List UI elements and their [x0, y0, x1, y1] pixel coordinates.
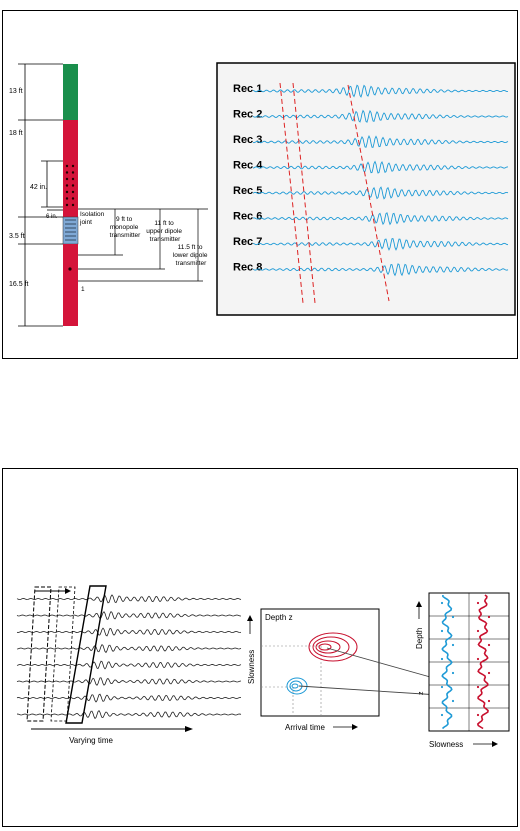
lower-dipole-label: 11.5 ft to lower dipole transmitter [172, 244, 208, 267]
array-waveform [17, 612, 241, 620]
receiver-dot [72, 197, 74, 199]
compressional-log-curve-point [452, 672, 454, 674]
sliding-window-solid [66, 586, 106, 723]
array-waveform [17, 661, 241, 669]
transmitter-dot [68, 267, 71, 270]
receiver-dot [66, 171, 68, 173]
arrival-arrow-head [352, 724, 358, 730]
receiver-label: Rec 2 [233, 108, 263, 121]
spacing-6in-label: 6 in. [46, 214, 58, 220]
receiver-dot [72, 171, 74, 173]
section-label-1: 13 ft [9, 88, 23, 95]
waveform-array [17, 595, 241, 719]
stc-processing-panel [2, 468, 518, 827]
receiver-dot [72, 165, 74, 167]
shear-log-curve-point [477, 714, 479, 716]
section-label-2: 18 ft [9, 130, 23, 137]
tool-diagram-panel [2, 10, 518, 359]
time-axis-arrow [185, 726, 193, 732]
compressional-log-curve-point [441, 686, 443, 688]
receiver-label: Rec 8 [233, 261, 263, 274]
receiver-label: Rec 3 [233, 134, 263, 146]
varying-time-label: Varying time [69, 736, 113, 745]
receiver-label: Rec 7 [233, 236, 263, 248]
coherence-plot [261, 609, 379, 716]
shear-log-curve-point [477, 686, 479, 688]
compressional-log-curve-point [441, 658, 443, 660]
shear-log-curve-point [477, 658, 479, 660]
receiver-label: Rec 5 [233, 185, 263, 197]
array-waveform [17, 678, 241, 685]
receiver-dot [66, 165, 68, 167]
depth-z-label: Depth z [265, 613, 293, 622]
log-slowness-arrow-head [492, 741, 498, 747]
array-waveform [17, 694, 241, 702]
receiver-dot [66, 204, 68, 206]
sliding-window-dashed-2 [51, 587, 75, 721]
receiver-label: Rec 1 [233, 83, 263, 95]
receiver-label: Rec 4 [233, 159, 263, 172]
arrival-time-label: Arrival time [285, 723, 326, 732]
slowness-axis-label: Slowness [247, 649, 256, 684]
shear-log-curve-point [477, 602, 479, 604]
receiver-dot [72, 191, 74, 193]
array-waveform [17, 645, 241, 653]
receiver-dot [72, 204, 74, 206]
array-waveform [17, 628, 241, 636]
receiver-dot [66, 191, 68, 193]
shear-log-curve-point [488, 616, 490, 618]
log-depth-label: Depth [415, 627, 424, 649]
shear-log-curve-point [477, 630, 479, 632]
array-waveform [17, 711, 241, 719]
receiver-dot [72, 184, 74, 186]
section-label-3: 3.5 ft [9, 233, 25, 240]
section-label-4: 16.5 ft [9, 281, 29, 288]
window-arrow-head [65, 588, 71, 594]
stc-processing-svg [3, 469, 517, 826]
log-slowness-label: Slowness [429, 740, 464, 749]
compressional-log-curve-point [441, 602, 443, 604]
compressional-log-curve-point [452, 616, 454, 618]
compressional-log-curve-point [452, 644, 454, 646]
receiver-dot [72, 178, 74, 180]
receiver-dot [66, 197, 68, 199]
isolation-joint-label: Isolation joint [80, 211, 105, 226]
shear-log-curve-point [488, 700, 490, 702]
slowness-arrow-head [247, 615, 253, 621]
receiver-label: Rec 6 [233, 210, 263, 223]
compressional-log-curve-point [441, 630, 443, 632]
compressional-log-curve-point [441, 714, 443, 716]
receiver-dot [66, 184, 68, 186]
receiver-marker-label: 1 [81, 286, 85, 293]
upper-dipole-label: 11 ft to upper dipole transmitter [146, 220, 182, 243]
shear-log-curve-point [488, 672, 490, 674]
monopole-label: 9 ft to monopole transmitter [109, 216, 141, 239]
receiver-dot [66, 178, 68, 180]
tool-section-top [63, 64, 78, 120]
spacing-42in-label: 42 in. [30, 184, 48, 191]
tool-section-middle [63, 120, 78, 217]
sliding-window-dashed [27, 587, 51, 721]
log-depth-arrow-head [416, 601, 422, 607]
tool-diagram-svg [3, 11, 517, 358]
compressional-log-curve-point [452, 700, 454, 702]
tool-section-bottom [63, 244, 78, 326]
log-z-label: z [418, 691, 425, 695]
shear-log-curve-point [488, 644, 490, 646]
